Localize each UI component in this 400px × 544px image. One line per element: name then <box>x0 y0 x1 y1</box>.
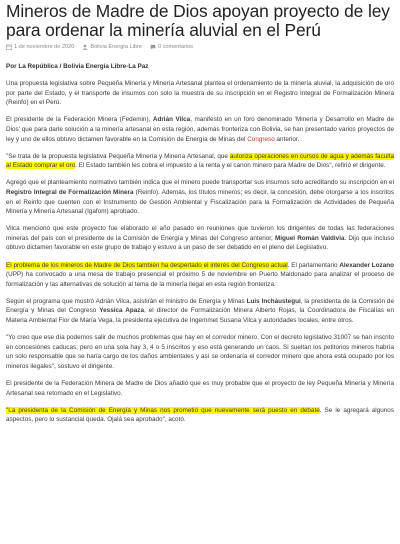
p2-name: Adrián Vilca <box>152 116 191 124</box>
p3-text-b: . El Estado también les cobra el impuesto a la renta y el canon minero para Madre de Dios", refirió el dirigente. <box>75 162 386 170</box>
p2-text-a: El presidente de la Federación Minera (Fedemin), <box>6 116 153 124</box>
paragraph-2 <box>6 115 394 144</box>
paragraph-6 <box>6 261 394 290</box>
user-icon <box>82 44 88 50</box>
p7-text-a: Según el programa que mostró Adrián Vilca, asistirán el ministro de Energía y Minas <box>6 297 247 305</box>
p7-text-c: , el director de Formalización Minera Alberto Rojas, la Coordinadora de Fiscalías en Materia Ambiental Flor de María Vega, la presidenta ejecutiva de Ingemmet Susana Vilca y autoridades locales, entre otros. <box>6 307 394 324</box>
p2-text-c: anterior. <box>274 135 300 143</box>
article-byline: Por La República / Bolivia Energía Libre-La Paz <box>6 63 149 70</box>
meta-date <box>6 44 74 50</box>
p7-text-b: , la presidenta de la Comisión de Energía y Minas del Congreso <box>6 297 394 315</box>
p4-text-b: (Reinfo). Además, los títulos mineros; es decir, la concesión, debe otorgarse a los inscritos en el Reinfo que cuenten con el Instrumento de Gestión Ambiental y Fiscalización para la Formalización de Actividades de Pequeña Minería y Minería Artesanal (Igafom) aprobado. <box>6 188 394 216</box>
p3-text-a: "Se trata de la propuesta legislativa Pequeña Minería y Minería Artesanal, que <box>6 152 230 160</box>
p6-highlight: El problema de los mineros de Madre de Dios también ha despertado el interés del Congreso actual <box>6 261 288 269</box>
p5-name: Miguel Román Valdivia <box>274 234 345 242</box>
p10-text-a: . Se le agregará algunos aspectos, pero lo sustancial queda. Ojalá sea aprobado", acotó. <box>6 406 394 424</box>
paragraph-1: Una propuesta legislativa sobre Pequeña Minería y Minería Artesanal plantea el ordenamiento de la minería aluvial, la adquisición de oro por parte del Estado, y el transporte de insumos con solo la muestra de su inscripción en el Registro Integral de Formalización Minera (Reinfo) en el Perú. <box>6 80 394 107</box>
p5-text-b: . Dijo que incluso obtuvo dictamen favorable en este grupo de trabajo y estuvo a un paso de ser debatido en el pleno del Legislativo. <box>6 234 394 252</box>
paragraph-5 <box>6 224 394 253</box>
p6-text-a: . El parlamentario <box>287 261 340 269</box>
calendar-icon <box>6 44 12 50</box>
meta-date-text: 1 de noviembre de 2020 <box>14 44 75 50</box>
p2-congress-link[interactable]: Congreso <box>247 135 275 143</box>
p6-name: Alexander Lozano <box>339 261 395 269</box>
paragraph-10 <box>6 406 394 425</box>
paragraph-9: El presidente de la Federación Minera de Madre de Dios añadió que es muy probable que el proyecto de ley Pequeña Minería y Minería Artesanal sea retomado en el Legislativo. <box>6 379 394 397</box>
meta-comments-text[interactable]: 0 comentarios <box>157 44 194 50</box>
p7-name-2: Yessica Apaza <box>99 307 144 315</box>
p2-text-b: , manifestó en un foro denominado 'Minería y Desarrollo en Madre de Dios' que para darle solución a la minería artesanal en esta región, además fronteriza con Bolivia, se han presentado varios proyectos de ley y uno de ellos obtuvo dictamen favorable en la Comisión de Energía de Minas del <box>6 116 394 143</box>
paragraph-3 <box>6 152 394 171</box>
article-body <box>6 62 394 425</box>
p4-bold: Registro Integral de Formalización Minera <box>6 188 134 196</box>
article-title: Mineros de Madre de Dios apoyan proyecto de ley para ordenar la minería aluvial en el Perú <box>6 1 390 40</box>
meta-comments[interactable] <box>150 44 193 50</box>
paragraph-7 <box>6 297 394 326</box>
paragraph-8: "Yo creo que ese día podemos salir de muchos problemas que hay en el corredor minero. Con el decreto legislativo 31007 se han inscrito en concesiones caducas, pero en una sola hay 3, 4 o 5 inscritos y eso está generando un caos. Si sueltan los petitorios mineros habría un solo responsable que se haría cargo de los daños ambientales y así se ordenaría el corredor minero que ahora está ocupado por los mineros ilegales", sostuvo el dirigente. <box>6 334 394 370</box>
meta-author-text[interactable]: Bolivia Energía Libre <box>90 44 142 50</box>
p4-text-a: Agregó que el planteamiento normativo también indica que el minero puede transportar sus insumos solo acreditando su inscripción en el <box>6 179 394 187</box>
p5-text-a: Vilca mencionó que este proyecto fue elaborado el año pasado en reuniones que tuvieron los dirigentes de todas las federaciones mineras del país con el presidente de la Comisión de Energía y Minas del Congreso anterior, <box>6 225 394 242</box>
article-meta <box>6 44 394 50</box>
p7-name-1: Luis Incháustegui <box>246 297 301 305</box>
meta-author[interactable] <box>82 44 142 50</box>
comment-icon <box>150 44 156 50</box>
p3-highlight: autoriza operaciones en cursos de agua y además faculta al Estado comprar el oro <box>6 152 394 170</box>
paragraph-4 <box>6 178 394 216</box>
p6-text-b: (UPP) ha convocado a una mesa de trabajo presencial el próximo 5 de noviembre en Puerto Maldonado para analizar el proceso de formalización y las alternativas de solución al tema de la minería ilegal en esta región fronteriza. <box>6 271 394 288</box>
p10-highlight: "La presidenta de la Comisión de Energía y Minas nos prometió que nuevamente será puesto en debate <box>6 406 320 414</box>
